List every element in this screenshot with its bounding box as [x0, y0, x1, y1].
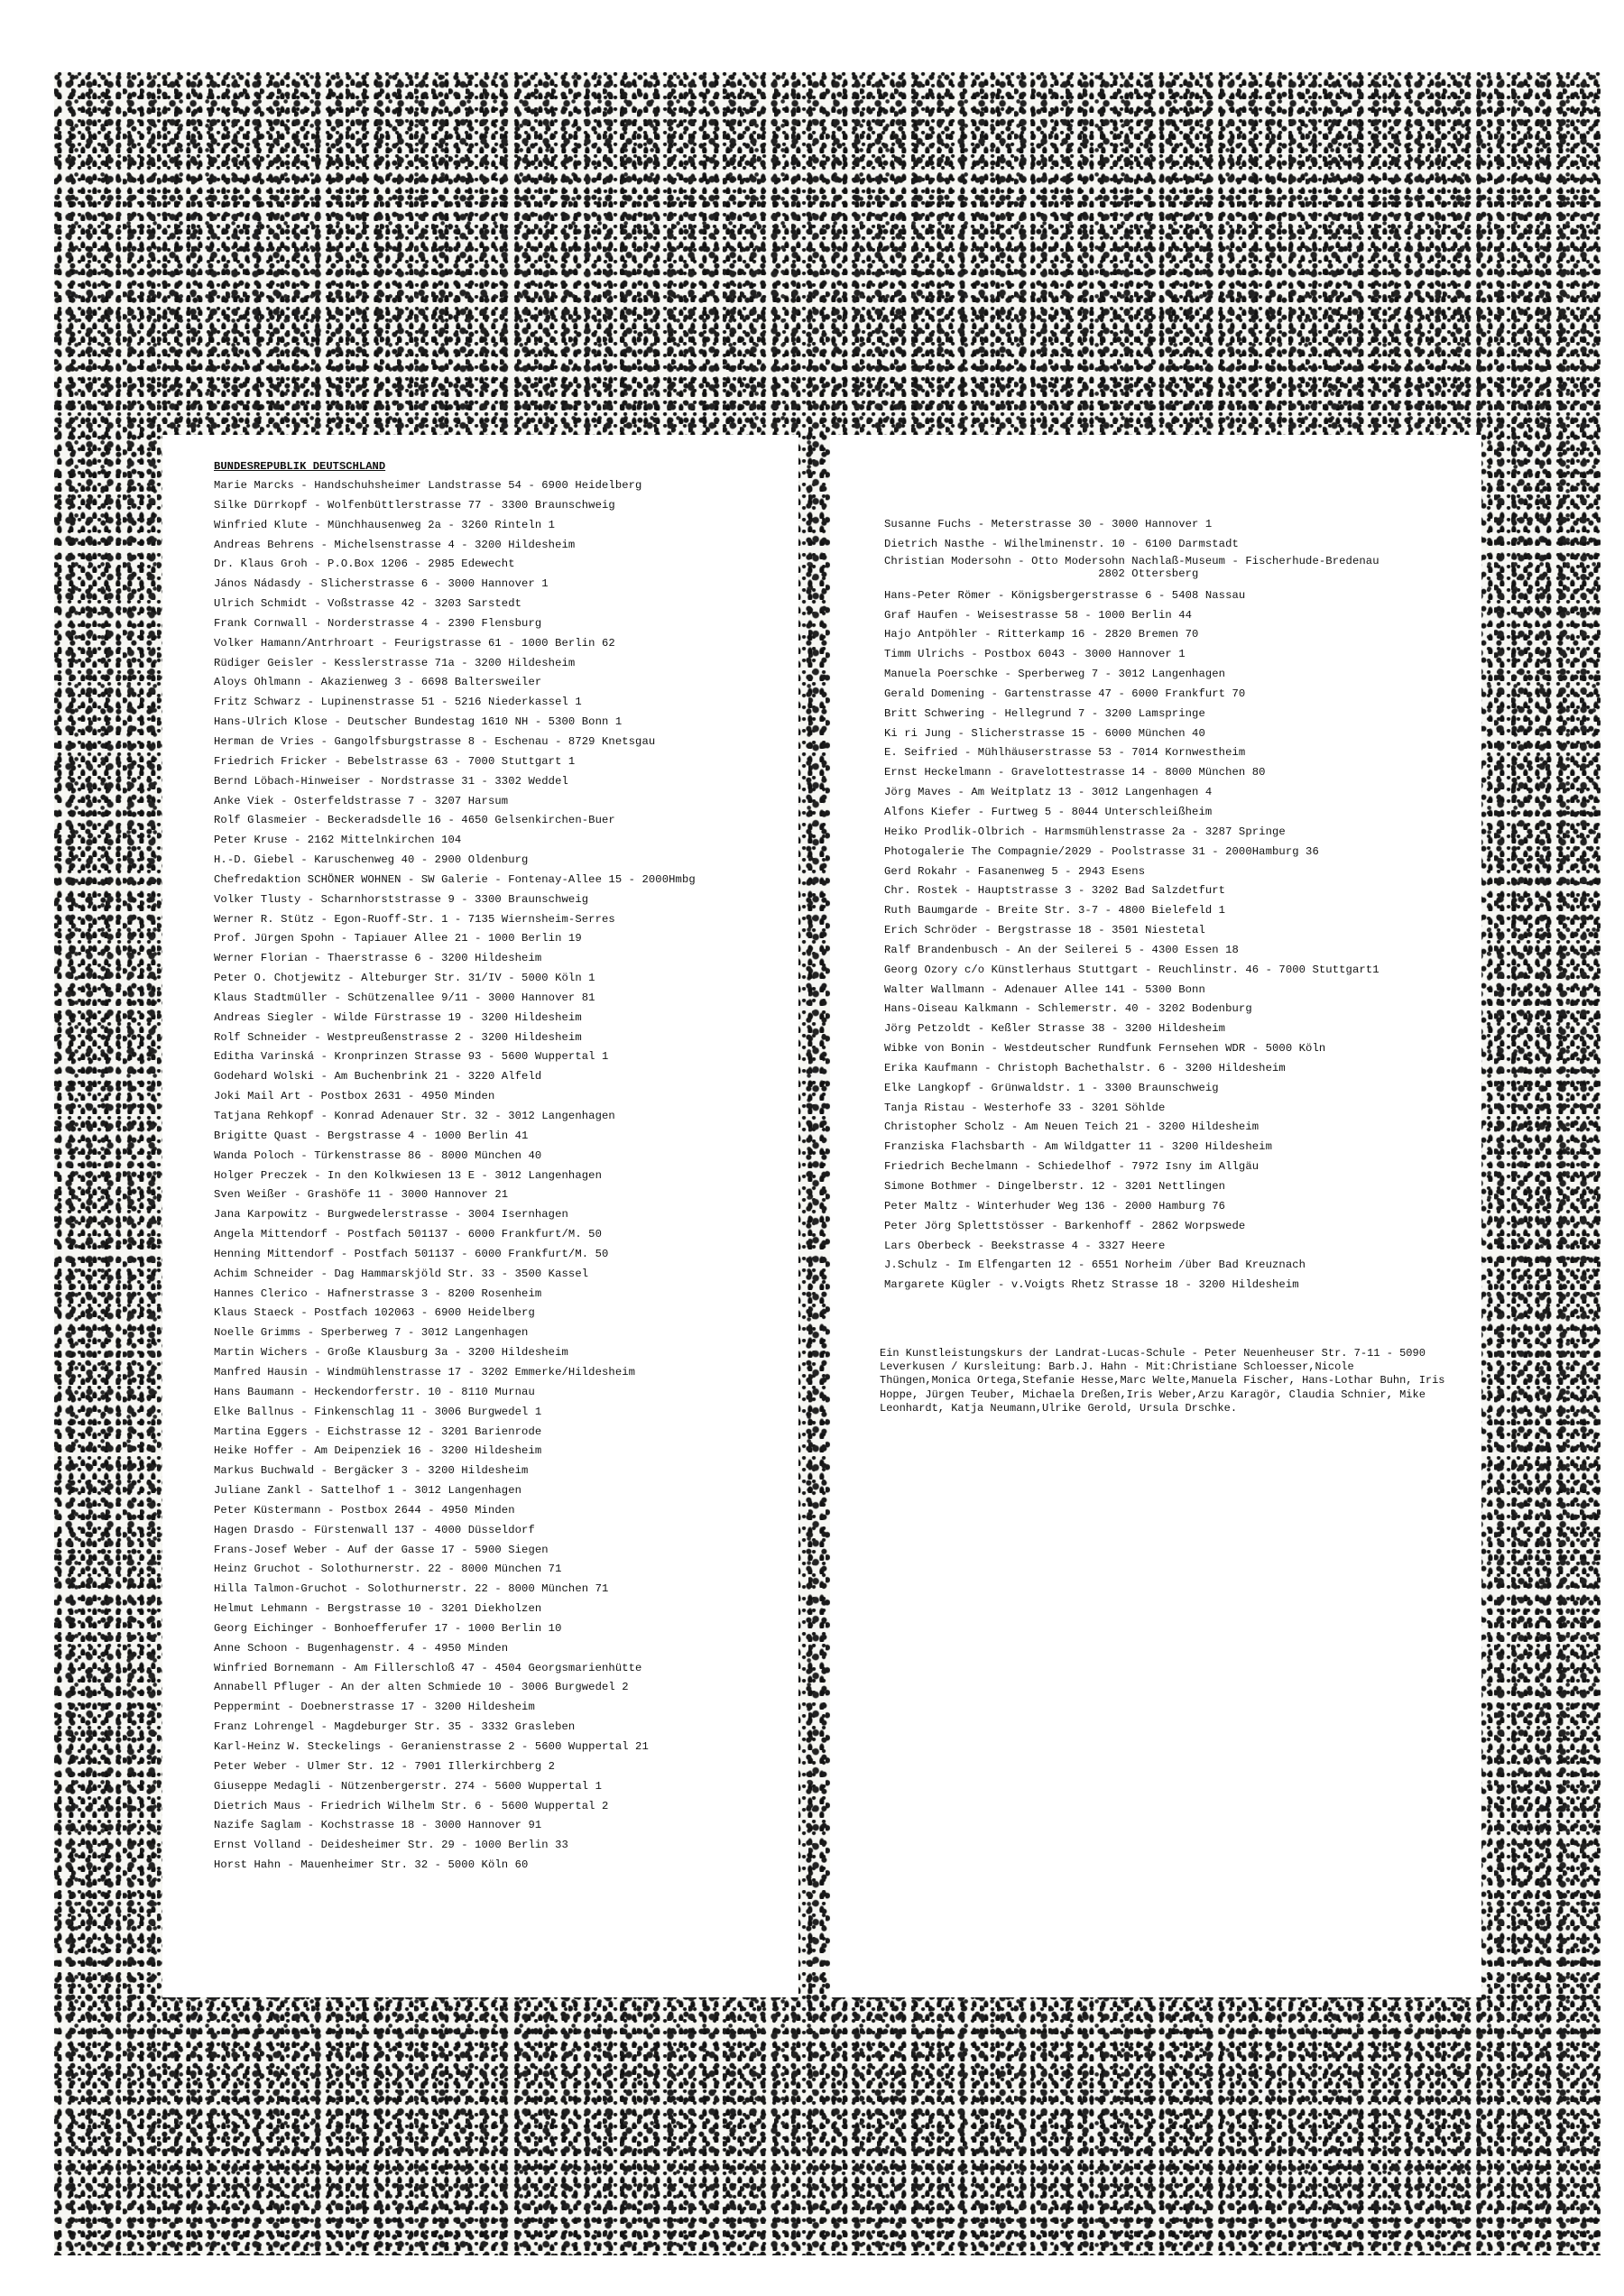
- address-entry: Graf Haufen - Weisestrasse 58 - 1000 Berlin 44: [884, 608, 1193, 622]
- address-entry: Franz Lohrengel - Magdeburger Str. 35 - 3332 Grasleben: [214, 1720, 576, 1734]
- address-entry: Peter Weber - Ulmer Str. 12 - 7901 Illerkirchberg 2: [214, 1759, 556, 1773]
- address-entry: Winfried Klute - Münchhausenweg 2a - 3260 Rinteln 1: [214, 518, 556, 531]
- address-entry: Dr. Klaus Groh - P.O.Box 1206 - 2985 Edewecht: [214, 558, 515, 571]
- address-entry: Hans-Peter Römer - Königsbergerstrasse 6 - 5408 Nassau: [884, 588, 1246, 602]
- country-heading: BUNDESREPUBLIK DEUTSCHLAND: [214, 460, 386, 473]
- address-entry: Friedrich Bechelmann - Schiedelhof - 7972 Isny im Allgäu: [884, 1160, 1260, 1174]
- address-entry: Georg Ozory c/o Künstlerhaus Stuttgart - Reuchlinstr. 46 - 7000 Stuttgart1: [884, 963, 1379, 976]
- address-entry: Georg Eichinger - Bonhoefferufer 17 - 1000 Berlin 10: [214, 1621, 562, 1635]
- address-entry: Frank Cornwall - Norderstrasse 4 - 2390 Flensburg: [214, 616, 542, 630]
- address-entry: Ulrich Schmidt - Voßstrasse 42 - 3203 Sarstedt: [214, 597, 522, 611]
- address-entry: Hans-Oiseau Kalkmann - Schlemerstr. 40 - 3202 Bodenburg: [884, 1002, 1252, 1016]
- address-entry: Christopher Scholz - Am Neuen Teich 21 - 3200 Hildesheim: [884, 1120, 1260, 1134]
- address-entry: Silke Dürrkopf - Wolfenbüttlerstrasse 77 - 3300 Braunschweig: [214, 498, 615, 512]
- address-entry: Peppermint - Doebnerstrasse 17 - 3200 Hildesheim: [214, 1701, 535, 1714]
- address-entry: Anke Viek - Osterfeldstrasse 7 - 3207 Harsum: [214, 794, 509, 807]
- address-entry: Volker Tlusty - Scharnhorststrasse 9 - 3300 Braunschweig: [214, 892, 589, 906]
- address-entry: Ernst Heckelmann - Gravelottestrasse 14 - 8000 München 80: [884, 766, 1266, 779]
- address-entry: Hans Baumann - Heckendorferstr. 10 - 8110 Murnau: [214, 1385, 535, 1398]
- address-entry: Peter Küstermann - Postbox 2644 - 4950 Minden: [214, 1503, 515, 1517]
- address-entry: Markus Buchwald - Bergäcker 3 - 3200 Hildesheim: [214, 1464, 529, 1478]
- address-entry: Photogalerie The Compagnie/2029 - Poolstrasse 31 - 2000Hamburg 36: [884, 844, 1319, 858]
- address-entry: Klaus Stadtmüller - Schützenallee 9/11 - 3000 Hannover 81: [214, 991, 595, 1004]
- address-entry: Annabell Pfluger - An der alten Schmiede 10 - 3006 Burgwedel 2: [214, 1681, 629, 1694]
- address-entry: Heiko Prodlik-Olbrich - Harmsmühlenstrasse 2a - 3287 Springe: [884, 825, 1286, 838]
- address-entry: Ruth Baumgarde - Breite Str. 3-7 - 4800 Bielefeld 1: [884, 904, 1226, 917]
- address-entry: Dietrich Maus - Friedrich Wilhelm Str. 6 - 5600 Wuppertal 2: [214, 1799, 609, 1812]
- address-list-right: [884, 515, 1379, 1296]
- address-entry: Jana Karpowitz - Burgwedelerstrasse - 3004 Isernhagen: [214, 1208, 568, 1222]
- address-entry: Susanne Fuchs - Meterstrasse 30 - 3000 Hannover 1: [884, 518, 1213, 530]
- address-entry: Aloys Ohlmann - Akazienweg 3 - 6698 Baltersweiler: [214, 676, 542, 689]
- address-entry: Hajo Antpöhler - Ritterkamp 16 - 2820 Bremen 70: [884, 628, 1199, 641]
- address-entry: Rüdiger Geisler - Kesslerstrasse 71a - 3200 Hildesheim: [214, 656, 576, 669]
- address-entry: Giuseppe Medagli - Nützenbergerstr. 274 - 5600 Wuppertal 1: [214, 1779, 602, 1793]
- address-entry: Jörg Petzoldt - Keßler Strasse 38 - 3200 Hildesheim: [884, 1022, 1226, 1036]
- address-entry: Achim Schneider - Dag Hammarskjöld Str. 33 - 3500 Kassel: [214, 1267, 589, 1280]
- address-entry: Walter Wallmann - Adenauer Allee 141 - 5300 Bonn: [884, 982, 1205, 996]
- address-entry: Chefredaktion SCHÖNER WOHNEN - SW Galerie - Fontenay-Allee 15 - 2000Hmbg: [214, 872, 696, 886]
- address-entry: Henning Mittendorf - Postfach 501137 - 6000 Frankfurt/M. 50: [214, 1247, 609, 1260]
- address-entry: Franziska Flachsbarth - Am Wildgatter 11 - 3200 Hildesheim: [884, 1140, 1272, 1154]
- address-entry: Martin Wichers - Große Klausburg 3a - 3200 Hildesheim: [214, 1346, 568, 1360]
- address-entry: Simone Bothmer - Dingelberstr. 12 - 3201 Nettlingen: [884, 1180, 1226, 1193]
- address-entry: Ki ri Jung - Slicherstrasse 15 - 6000 München 40: [884, 726, 1205, 740]
- address-entry: Ernst Volland - Deidesheimer Str. 29 - 1000 Berlin 33: [214, 1839, 568, 1852]
- address-entry: Hannes Clerico - Hafnerstrasse 3 - 8200 Rosenheim: [214, 1286, 542, 1300]
- address-entry: Sven Weißer - Grashöfe 11 - 3000 Hannover 21: [214, 1188, 509, 1202]
- address-entry: Peter O. Chotjewitz - Alteburger Str. 31/IV - 5000 Köln 1: [214, 972, 595, 985]
- address-entry: Margarete Kügler - v.Voigts Rhetz Strasse 18 - 3200 Hildesheim: [884, 1278, 1299, 1292]
- address-entry: Noelle Grimms - Sperberweg 7 - 3012 Langenhagen: [214, 1326, 529, 1340]
- address-entry: Manfred Hausin - Windmühlenstrasse 17 - 3202 Emmerke/Hildesheim: [214, 1365, 636, 1379]
- address-entry: Britt Schwering - Hellegrund 7 - 3200 Lamspringe: [884, 706, 1205, 720]
- address-entry: Anne Schoon - Bugenhagenstr. 4 - 4950 Minden: [214, 1641, 509, 1655]
- address-entry: Hans-Ulrich Klose - Deutscher Bundestag 1610 NH - 5300 Bonn 1: [214, 715, 623, 729]
- address-entry: Chr. Rostek - Hauptstrasse 3 - 3202 Bad Salzdetfurt: [884, 884, 1226, 898]
- address-entry: Elke Ballnus - Finkenschlag 11 - 3006 Burgwedel 1: [214, 1405, 542, 1418]
- address-entry: Erich Schröder - Bergstrasse 18 - 3501 Niestetal: [884, 924, 1205, 937]
- address-entry: Nazife Saglam - Kochstrasse 18 - 3000 Hannover 91: [214, 1819, 542, 1832]
- address-entry: Hagen Drasdo - Fürstenwall 137 - 4000 Düsseldorf: [214, 1523, 535, 1536]
- address-entry: Andreas Behrens - Michelsenstrasse 4 - 3200 Hildesheim: [214, 538, 576, 551]
- address-entry: Godehard Wolski - Am Buchenbrink 21 - 3220 Alfeld: [214, 1070, 542, 1083]
- address-entry: Juliane Zankl - Sattelhof 1 - 3012 Langenhagen: [214, 1484, 522, 1498]
- address-entry: Peter Jörg Splettstösser - Barkenhoff - 2862 Worpswede: [884, 1219, 1246, 1232]
- address-entry: Horst Hahn - Mauenheimer Str. 32 - 5000 Köln 60: [214, 1858, 529, 1872]
- address-entry: Peter Kruse - 2162 Mittelnkirchen 104: [214, 834, 462, 847]
- address-entry: Rolf Glasmeier - Beckeradsdelle 16 - 4650 Gelsenkirchen-Buer: [214, 814, 615, 827]
- address-entry: Jörg Maves - Am Weitplatz 13 - 3012 Langenhagen 4: [884, 786, 1213, 799]
- address-entry: Lars Oberbeck - Beekstrasse 4 - 3327 Heere: [884, 1239, 1166, 1252]
- address-entry: Elke Langkopf - Grünwaldstr. 1 - 3300 Braunschweig: [884, 1081, 1219, 1094]
- address-entry: Martina Eggers - Eichstrasse 12 - 3201 Barienrode: [214, 1425, 542, 1438]
- address-entry: Hilla Talmon-Gruchot - Solothurnerstr. 22 - 8000 München 71: [214, 1582, 609, 1596]
- address-entry: Peter Maltz - Winterhuder Weg 136 - 2000 Hamburg 76: [884, 1199, 1226, 1213]
- address-entry: Holger Preczek - In den Kolkwiesen 13 E - 3012 Langenhagen: [214, 1168, 602, 1182]
- address-entry: Werner R. Stütz - Egon-Ruoff-Str. 1 - 7135 Wiernsheim-Serres: [214, 912, 615, 926]
- address-entry: Erika Kaufmann - Christoph Bachethalstr. 6 - 3200 Hildesheim: [884, 1061, 1286, 1074]
- address-entry: H.-D. Giebel - Karuschenweg 40 - 2900 Oldenburg: [214, 853, 529, 867]
- address-entry: Tanja Ristau - Westerhofe 33 - 3201 Söhlde: [884, 1101, 1166, 1114]
- address-entry: Heike Hoffer - Am Deipenziek 16 - 3200 Hildesheim: [214, 1444, 542, 1458]
- address-entry: Joki Mail Art - Postbox 2631 - 4950 Minden: [214, 1090, 495, 1103]
- address-entry: Fritz Schwarz - Lupinenstrasse 51 - 5216 Niederkassel 1: [214, 696, 582, 709]
- address-entry: Rolf Schneider - Westpreußenstrasse 2 - 3200 Hildesheim: [214, 1030, 582, 1044]
- address-entry: Marie Marcks - Handschuhsheimer Landstrasse 54 - 6900 Heidelberg: [214, 479, 642, 492]
- address-entry: Frans-Josef Weber - Auf der Gasse 17 - 5900 Siegen: [214, 1543, 549, 1556]
- address-entry: Herman de Vries - Gangolfsburgstrasse 8 - Eschenau - 8729 Knetsgau: [214, 734, 656, 748]
- address-entry: Editha Varinská - Kronprinzen Strasse 93 - 5600 Wuppertal 1: [214, 1050, 609, 1064]
- address-entry: Timm Ulrichs - Postbox 6043 - 3000 Hannover 1: [884, 648, 1186, 661]
- address-entry: Wanda Poloch - Türkenstrasse 86 - 8000 München 40: [214, 1148, 542, 1162]
- address-entry: Christian Modersohn - Otto Modersohn Nachlaß-Museum - Fischerhude-Bredenau 2802 Ottersberg: [884, 554, 1379, 580]
- address-entry: Gerald Domening - Gartenstrasse 47 - 6000 Frankfurt 70: [884, 687, 1246, 700]
- address-entry: Karl-Heinz W. Steckelings - Geranienstrasse 2 - 5600 Wuppertal 21: [214, 1740, 649, 1753]
- address-entry: Werner Florian - Thaerstrasse 6 - 3200 Hildesheim: [214, 952, 542, 965]
- address-entry: Ralf Brandenbusch - An der Seilerei 5 - 4300 Essen 18: [884, 943, 1239, 956]
- address-entry: J.Schulz - Im Elfengarten 12 - 6551 Norheim /über Bad Kreuznach: [884, 1259, 1306, 1272]
- address-entry: Andreas Siegler - Wilde Fürstrasse 19 - 3200 Hildesheim: [214, 1010, 582, 1024]
- address-entry: János Nádasdy - Slicherstrasse 6 - 3000 Hannover 1: [214, 577, 549, 591]
- address-entry: Bernd Löbach-Hinweiser - Nordstrasse 31 - 3302 Weddel: [214, 774, 568, 788]
- address-entry: Gerd Rokahr - Fasanenweg 5 - 2943 Esens: [884, 864, 1146, 878]
- address-entry: Brigitte Quast - Bergstrasse 4 - 1000 Berlin 41: [214, 1129, 529, 1142]
- address-entry: Tatjana Rehkopf - Konrad Adenauer Str. 32 - 3012 Langenhagen: [214, 1110, 615, 1122]
- address-entry: Angela Mittendorf - Postfach 501137 - 6000 Frankfurt/M. 50: [214, 1228, 602, 1241]
- address-entry: Friedrich Fricker - Bebelstrasse 63 - 7000 Stuttgart 1: [214, 754, 576, 768]
- address-entry: Alfons Kiefer - Furtweg 5 - 8044 Unterschleißheim: [884, 805, 1213, 818]
- address-entry: E. Seifried - Mühlhäuserstrasse 53 - 7014 Kornwestheim: [884, 746, 1246, 760]
- address-entry: Prof. Jürgen Spohn - Tapiauer Allee 21 - 1000 Berlin 19: [214, 932, 582, 945]
- address-entry: Dietrich Nasthe - Wilhelminenstr. 10 - 6100 Darmstadt: [884, 537, 1239, 550]
- address-entry: Wibke von Bonin - Westdeutscher Rundfunk Fernsehen WDR - 5000 Köln: [884, 1042, 1326, 1056]
- address-entry: Manuela Poerschke - Sperberweg 7 - 3012 Langenhagen: [884, 668, 1226, 681]
- course-note: Ein Kunstleistungskurs der Landrat-Lucas-Schule - Peter Neuenheuser Str. 7-11 - 5090 Leverkusen / Kursleitung: Barb.J. Hahn - Mit:Christiane Schloesser,Nicole Thüngen,Monica Ortega,Stefanie Hesse,Marc Welte,Manuela Fischer, Hans-Lothar Buhn, Iris Hoppe, Jürgen Teuber, Michaela Dreßen,Iris Weber,Arzu Karagör, Claudia Schnier, Mike Leonhardt, Katja Neumann,Ulrike Gerold, Ursula Drschke.: [880, 1347, 1445, 1415]
- address-entry: Heinz Gruchot - Solothurnerstr. 22 - 8000 München 71: [214, 1563, 562, 1576]
- address-entry: Volker Hamann/Antrhroart - Feurigstrasse 61 - 1000 Berlin 62: [214, 636, 615, 650]
- address-entry: Winfried Bornemann - Am Fillerschloß 47 - 4504 Georgsmarienhütte: [214, 1661, 642, 1674]
- address-list-left: [214, 476, 696, 1876]
- address-entry: Helmut Lehmann - Bergstrasse 10 - 3201 Diekholzen: [214, 1602, 542, 1616]
- address-entry: Klaus Staeck - Postfach 102063 - 6900 Heidelberg: [214, 1306, 535, 1320]
